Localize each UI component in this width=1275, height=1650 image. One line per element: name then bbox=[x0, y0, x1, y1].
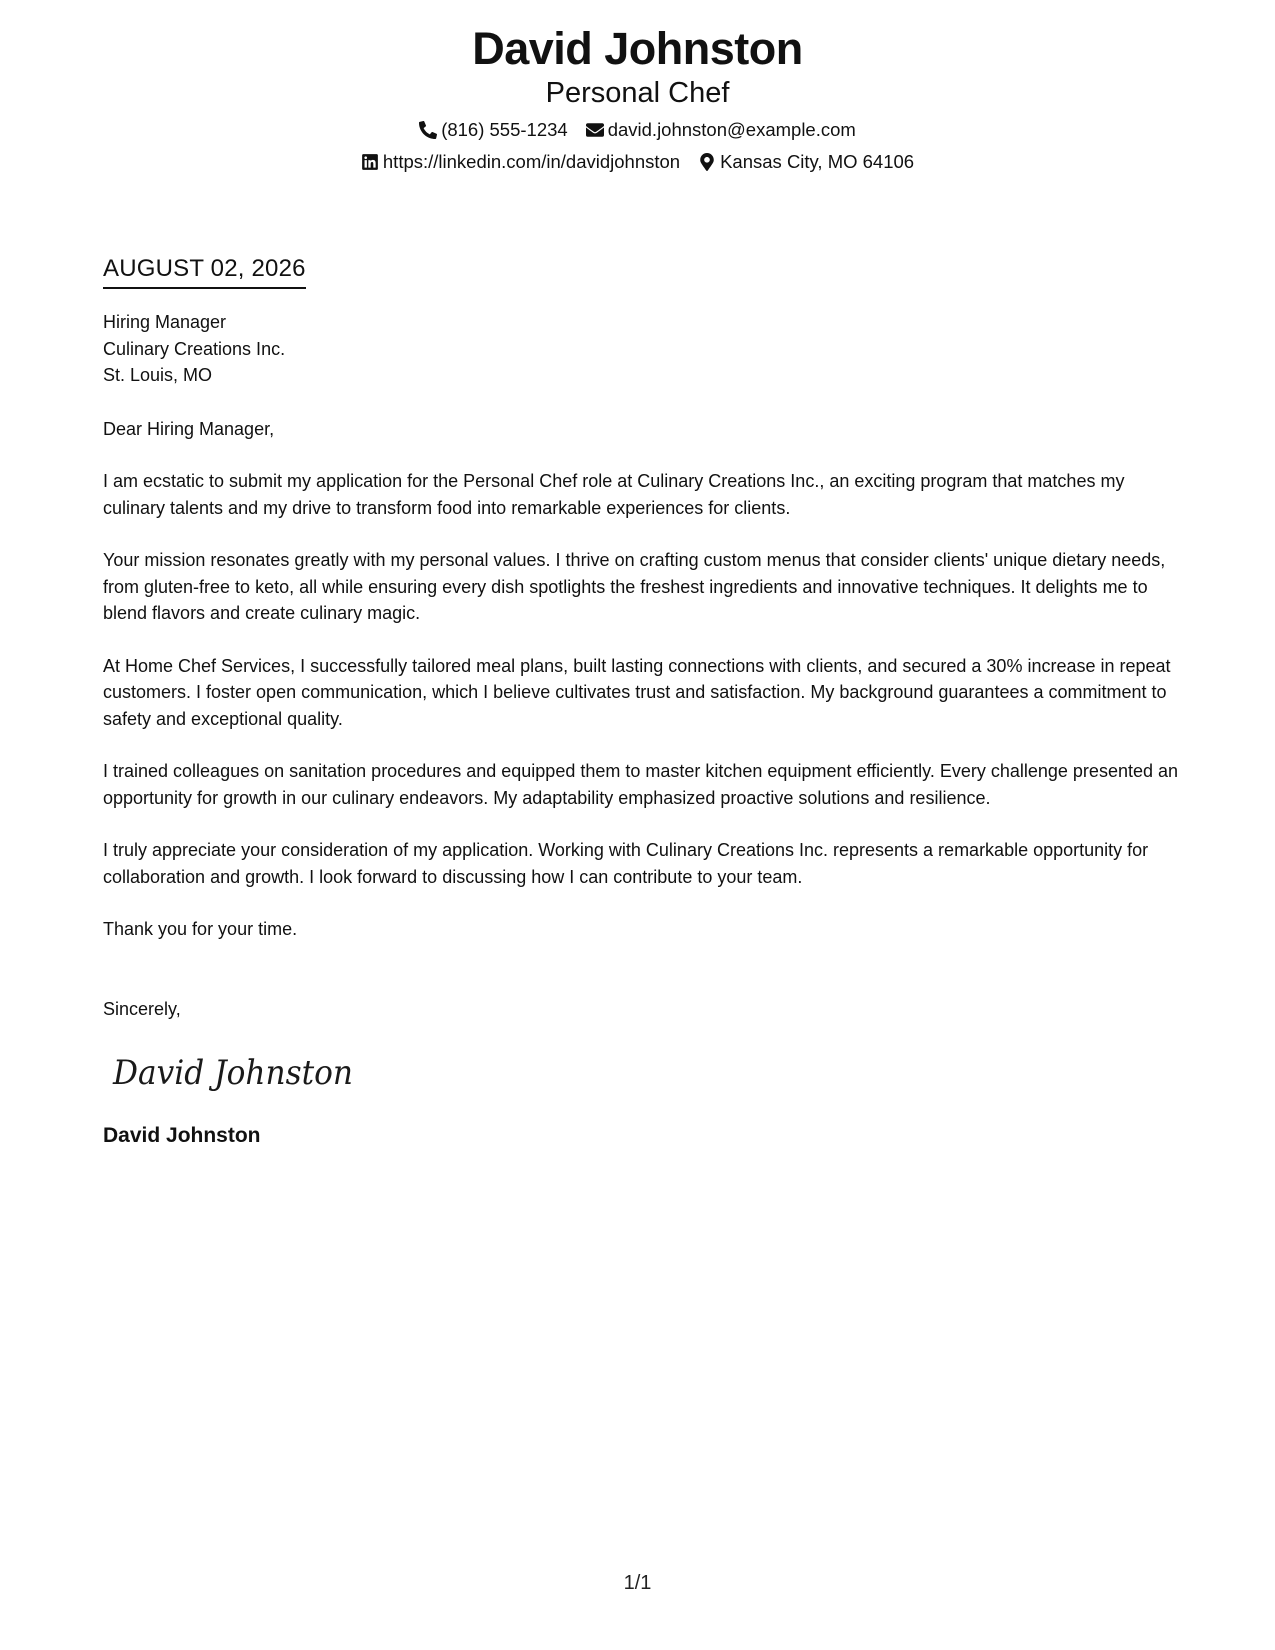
contact-row-secondary bbox=[0, 150, 1275, 174]
salutation: Dear Hiring Manager, bbox=[103, 418, 275, 439]
map-marker-icon bbox=[698, 153, 716, 171]
body-paragraph: I trained colleagues on sanitation procedures and equipped them to master kitchen equipment efficiently. Every challenge presented an opportunity for growth in our culinary endeavors. My adaptability emphasized proactive solutions and resilience. bbox=[103, 761, 1179, 808]
closing-line: Thank you for your time. bbox=[103, 919, 298, 939]
linkedin-text[interactable]: https://linkedin.com/in/davidjohnston bbox=[382, 151, 681, 172]
applicant-name: David Johnston bbox=[472, 23, 803, 74]
recipient-line: Culinary Creations Inc. bbox=[103, 338, 286, 359]
recipient-line: St. Louis, MO bbox=[103, 365, 213, 385]
contact-linkedin[interactable] bbox=[361, 150, 680, 174]
letter-body bbox=[103, 253, 1178, 1150]
contact-row-primary bbox=[0, 118, 1275, 142]
letter-date: AUGUST 02, 2026 bbox=[103, 253, 306, 289]
letter-header bbox=[0, 22, 1275, 174]
body-paragraph: I truly appreciate your consideration of my application. Working with Culinary Creations Inc. represents a remarkable opportunity for collaboration and growth. I look forward to discussing how I can contribute to your team. bbox=[103, 840, 1149, 887]
body-paragraph: At Home Chef Services, I successfully tailored meal plans, built lasting connections with clients, and secured a 30% increase in repeat customers. I foster open communication, which I believe cultivates trust and satisfaction. My background guarantees a commitment to safety and exceptional quality. bbox=[103, 655, 1171, 729]
recipient-line: Hiring Manager bbox=[103, 312, 227, 332]
envelope-icon bbox=[586, 121, 604, 139]
contact-location bbox=[698, 150, 914, 174]
location-text: Kansas City, MO 64106 bbox=[720, 151, 915, 172]
signature-text: David Johnston bbox=[112, 1053, 354, 1093]
email-text[interactable]: david.johnston@example.com bbox=[607, 119, 856, 140]
recipient-block bbox=[103, 309, 1178, 389]
phone-text: (816) 555-1234 bbox=[441, 119, 568, 140]
body-paragraph: I am ecstatic to submit my application for the Personal Chef role at Culinary Creations Inc., an exciting program that matches my culinary talents and my drive to transform food into remarkable experiences for clients. bbox=[103, 471, 1125, 518]
signoff: Sincerely, bbox=[103, 998, 181, 1019]
phone-icon bbox=[419, 121, 437, 139]
signed-name: David Johnston bbox=[103, 1124, 261, 1147]
page-number: 1/1 bbox=[623, 1572, 652, 1594]
handwritten-signature bbox=[111, 1046, 1178, 1098]
contact-phone bbox=[419, 118, 568, 142]
body-paragraph: Your mission resonates greatly with my personal values. I thrive on crafting custom menus that consider clients' unique dietary needs, from gluten-free to keto, all while ensuring every dish spotlights the freshest ingredients and innovative techniques. It delights me to blend flavors and create culinary magic. bbox=[103, 550, 1166, 623]
contact-email[interactable] bbox=[586, 118, 856, 142]
applicant-title: Personal Chef bbox=[545, 77, 730, 109]
linkedin-icon bbox=[361, 153, 379, 171]
